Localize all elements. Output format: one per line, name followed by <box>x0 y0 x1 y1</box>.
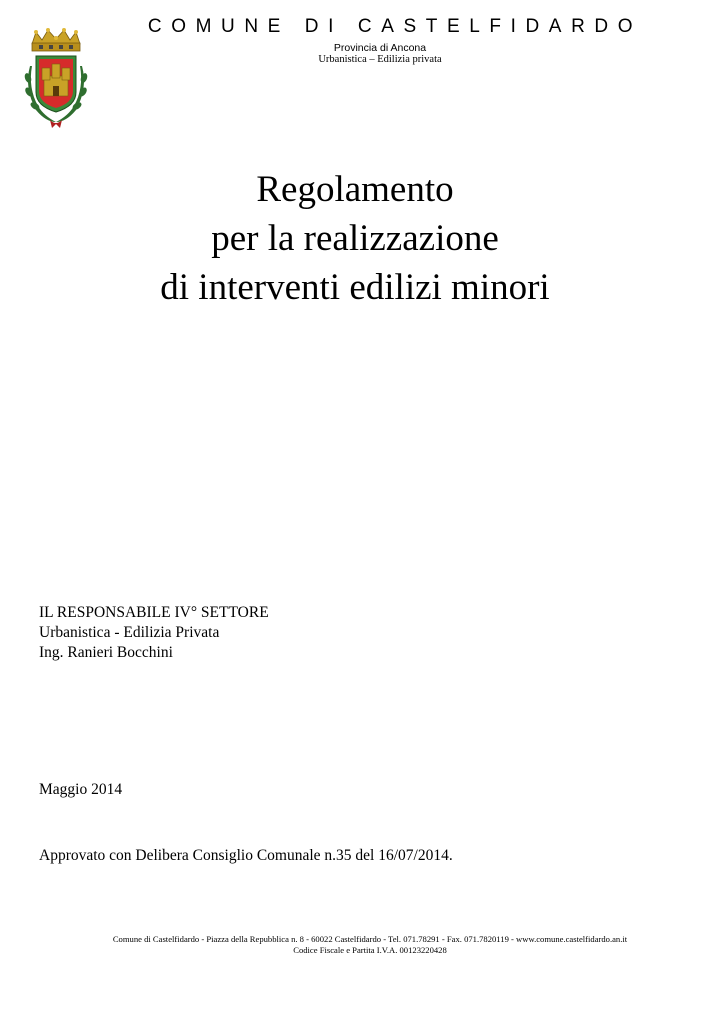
shield-icon <box>36 56 76 112</box>
province-name: Provincia di Ancona <box>333 42 427 54</box>
crown-icon <box>32 28 80 51</box>
municipality-name: COMUNE DI CASTELFIDARDO <box>147 16 643 37</box>
signatory-role: IL RESPONSABILE IV° SETTORE <box>39 604 269 621</box>
document-date: Maggio 2014 <box>39 781 123 798</box>
title-line-2: per la realizzazione <box>211 218 499 259</box>
footer-tax-code: Codice Fiscale e Partita I.V.A. 00123220428 <box>293 945 447 955</box>
office-name: Urbanistica – Edilizia privata <box>318 54 442 65</box>
approval-note: Approvato con Delibera Consiglio Comunale n.35 del 16/07/2014. <box>39 847 453 864</box>
title-line-1: Regolamento <box>256 169 454 210</box>
signatory-name: Ing. Ranieri Bocchini <box>39 644 173 661</box>
document-title <box>60 165 650 312</box>
title-line-3: di interventi edilizi minori <box>160 267 550 308</box>
footer-address: Comune di Castelfidardo - Piazza della Repubblica n. 8 - 60022 Castelfidardo - Tel. 071.78291 - Fax. 071.7820119 - www.comune.castelfidardo.an.it <box>112 934 628 944</box>
signatory-department: Urbanistica - Edilizia Privata <box>39 624 220 641</box>
page-footer <box>80 934 660 956</box>
signature-block <box>39 603 269 663</box>
municipal-coat-of-arms-icon <box>22 26 90 132</box>
